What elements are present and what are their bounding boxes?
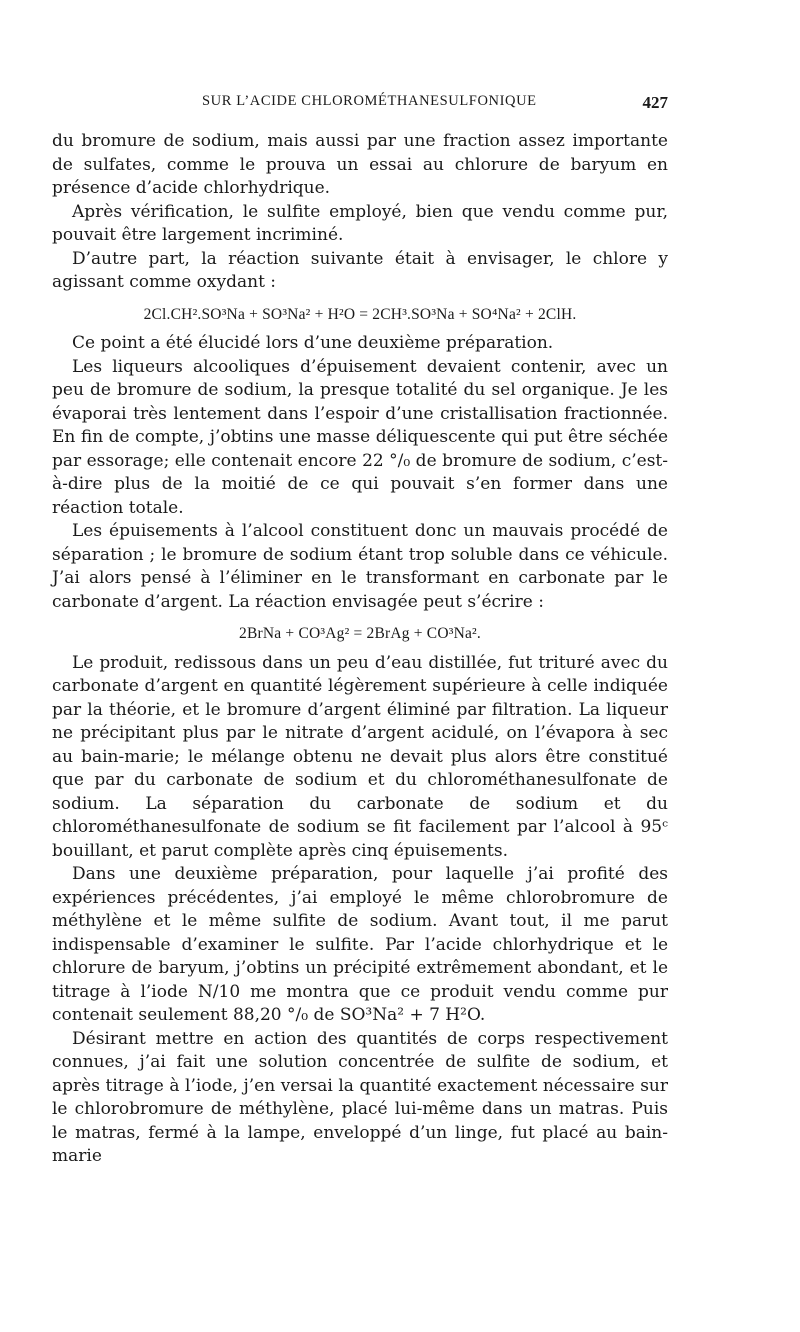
paragraph: Le produit, redissous dans un peu d’eau distillée, fut trituré avec du carbonate d’argent en quantité légèrement supérieure à celle indiquée par la théorie, et le bromure d’argent éliminé par filtration. La liqueur ne précipitant plus par le nitrate d’argent acidulé, on l’évapora à sec au bain-marie; le mélange obtenu ne devait plus alors être constitué que par du carbonate de sodium et du chlorométhanesulfonate de sodium. La séparation du carbonate de sodium et du chlorométhanesulfonate de sodium se fit facilement par l’alcool à 95ᶜ bouillant, et parut complète après cinq épuisements. (52, 652, 668, 861)
page-number: 427 (642, 93, 668, 112)
paragraph: Après vérification, le sulfite employé, bien que vendu comme pur, pouvait être largement incriminé. (52, 201, 668, 245)
paragraph: du bromure de sodium, mais aussi par une fraction assez importante de sulfates, comme le prouva un essai au chlorure de baryum en présence d’acide chlorhydrique. (52, 131, 668, 198)
paragraph: Les épuisements à l’alcool constituent donc un mauvais procédé de séparation ; le bromure de sodium étant trop soluble dans ce véhicule. J’ai alors pensé à l’éliminer en le transformant en carbonate par le carbonate d’argent. La réaction envisagée peut s’écrire : (52, 521, 668, 612)
paragraph: Dans une deuxième préparation, pour laquelle j’ai profité des expériences précédentes, j’ai employé le même chlorobromure de méthylène et le même sulfite de sodium. Avant tout, il me parut indispensable d’examiner le sulfite. Par l’acide chlorhydrique et le chlorure de baryum, j’obtins un précipité extrêmement abondant, et le titrage à l’iode N/10 me montra que ce produit vendu comme pur contenait seulement 88,20 °/₀ de SO³Na² + 7 H²O. (52, 864, 668, 1025)
paragraph: Désirant mettre en action des quantités de corps respectivement connues, j’ai fait une solution concentrée de sulfite de sodium, et après titrage à l’iode, j’en versai la quantité exactement nécessaire sur le chlorobromure de méthylène, placé lui-même dans un matras. Puis le matras, fermé à la lampe, enveloppé d’un linge, fut placé au bain-marie (52, 1028, 668, 1166)
body-text (52, 130, 668, 1169)
running-head: SUR L’ACIDE CHLOROMÉTHANESULFONIQUE (202, 93, 537, 109)
page-header (52, 93, 668, 115)
equation: 2Cl.CH².SO³Na + SO³Na² + H²O = 2CH³.SO³Na + SO⁴Na² + 2ClH. (143, 305, 577, 323)
equation: 2BrNa + CO³Ag² = 2BrAg + CO³Na². (239, 625, 481, 642)
paragraph: Ce point a été élucidé lors d’une deuxième préparation. (72, 333, 554, 353)
paragraph: Les liqueurs alcooliques d’épuisement devaient contenir, avec un peu de bromure de sodium, la presque totalité du sel organique. Je les évaporai très lentement dans l’espoir d’une cristallisation fractionnée. En fin de compte, j’obtins une masse déliquescente qui put être séchée par essorage; elle contenait encore 22 °/₀ de bromure de sodium, c’est-à-dire plus de la moitié de ce qui pouvait s’en former dans une réaction totale. (52, 356, 668, 518)
paragraph: D’autre part, la réaction suivante était à envisager, le chlore y agissant comme oxydant : (52, 248, 668, 292)
